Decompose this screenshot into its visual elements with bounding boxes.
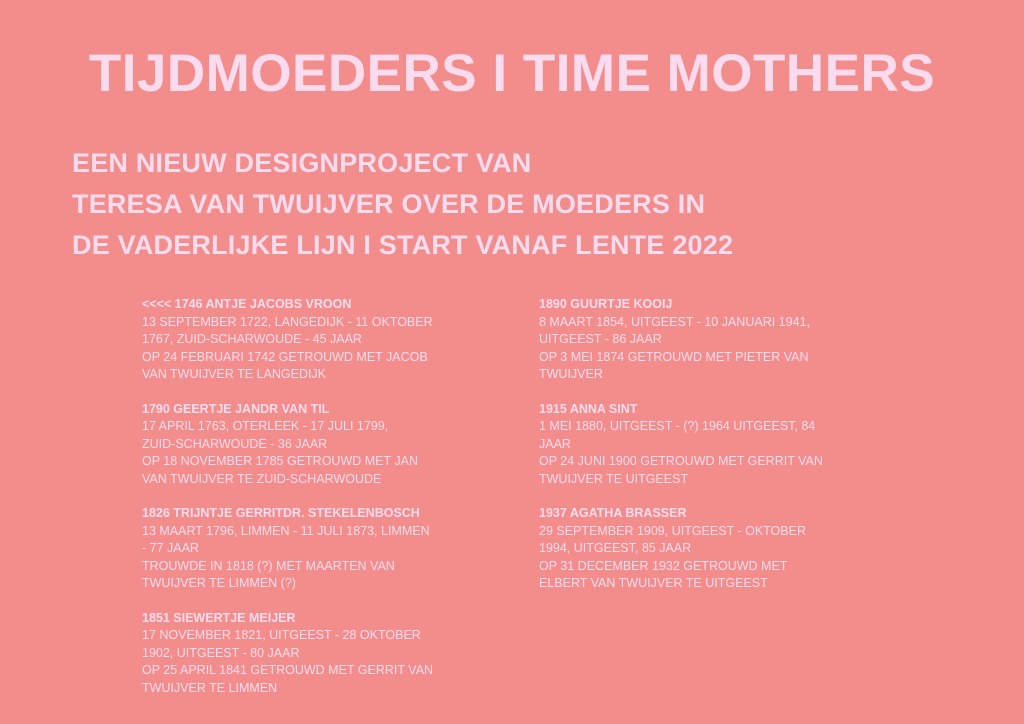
- entry-line: VAN TWUIJVER TE ZUID-SCHARWOUDE: [142, 471, 382, 486]
- entry-line: OP 31 DECEMBER 1932 GETROUWD MET: [539, 558, 788, 573]
- entry-line: OP 24 FEBRUARI 1742 GETROUWD MET JACOB: [142, 349, 428, 364]
- entry-line: 29 SEPTEMBER 1909, UITGEEST - OKTOBER: [539, 523, 806, 538]
- entry-line: 1767, ZUID-SCHARWOUDE - 45 JAAR: [142, 332, 362, 346]
- entry-line: VAN TWUIJVER TE LANGEDIJK: [142, 367, 327, 381]
- entry-line: 13 SEPTEMBER 1722, LANGEDIJK - 11 OKTOBER: [142, 314, 433, 329]
- entry-line: OP 24 JUNI 1900 GETROUWD MET GERRIT VAN: [539, 454, 823, 468]
- entry-line: 13 MAART 1796, LIMMEN - 11 JULI 1873, LIMMEN: [142, 523, 430, 538]
- entry-line: ELBERT VAN TWUIJVER TE UITGEEST: [539, 576, 768, 590]
- entry-name: 1915 ANNA SINT: [539, 401, 638, 416]
- entry-line: TWUIJVER TE LIMMEN (?): [142, 576, 296, 590]
- mother-entry: [539, 296, 889, 384]
- entry-line: 17 NOVEMBER 1821, UITGEEST - 28 OKTOBER: [142, 628, 421, 642]
- subtitle: [72, 143, 733, 266]
- entry-name: 1851 SIEWERTJE MEIJER: [142, 610, 296, 625]
- entry-line: 1994, UITGEEST, 85 JAAR: [539, 541, 692, 555]
- entry-line: OP 18 NOVEMBER 1785 GETROUWD MET JAN: [142, 454, 418, 468]
- mother-entry: [142, 296, 492, 384]
- subtitle-line: DE VADERLIJKE LIJN I START VANAF LENTE 2022: [72, 230, 734, 260]
- entry-line: JAAR: [539, 436, 571, 451]
- entry-line: 1902, UITGEEST - 80 JAAR: [142, 645, 300, 660]
- mother-entry: [142, 401, 492, 489]
- entry-line: 17 APRIL 1763, OTERLEEK - 17 JULI 1799,: [142, 419, 389, 433]
- mother-entry: [142, 505, 492, 593]
- subtitle-line: EEN NIEUW DESIGNPROJECT VAN: [72, 148, 532, 178]
- entry-name: 1790 GEERTJE JANDR VAN TIL: [142, 401, 330, 416]
- entry-line: - 77 JAAR: [142, 541, 199, 555]
- entry-line: OP 3 MEI 1874 GETROUWD MET PIETER VAN: [539, 349, 809, 364]
- entry-name: 1937 AGATHA BRASSER: [539, 506, 687, 520]
- page-title: TIJDMOEDERS I TIME MOTHERS: [88, 44, 936, 103]
- entry-line: UITGEEST - 86 JAAR: [539, 332, 662, 346]
- mother-entry: [539, 401, 889, 489]
- entry-line: 8 MAART 1854, UITGEEST - 10 JANUARI 1941,: [539, 314, 810, 329]
- entry-line: 1 MEI 1880, UITGEEST - (?) 1964 UITGEEST, 84: [539, 419, 816, 433]
- entry-line: TWUIJVER: [539, 367, 603, 381]
- mother-entry: [539, 505, 889, 593]
- entry-name: 1890 GUURTJE KOOIJ: [539, 297, 673, 311]
- entry-line: TWUIJVER TE LIMMEN: [142, 680, 278, 695]
- right-column: [539, 296, 889, 610]
- entry-name: <<<< 1746 ANTJE JACOBS VROON: [142, 297, 352, 311]
- entry-line: ZUID-SCHARWOUDE - 36 JAAR: [142, 436, 328, 451]
- entry-name: 1826 TRIJNTJE GERRITDR. STEKELENBOSCH: [142, 506, 420, 520]
- entry-line: OP 25 APRIL 1841 GETROUWD MET GERRIT VAN: [142, 663, 434, 677]
- subtitle-line: TERESA VAN TWUIJVER OVER DE MOEDERS IN: [72, 189, 706, 219]
- entry-line: TWUIJVER TE UITGEEST: [539, 471, 689, 486]
- mother-entry: [142, 610, 492, 698]
- left-column: [142, 296, 492, 714]
- entry-line: TROUWDE IN 1818 (?) MET MAARTEN VAN: [142, 558, 395, 573]
